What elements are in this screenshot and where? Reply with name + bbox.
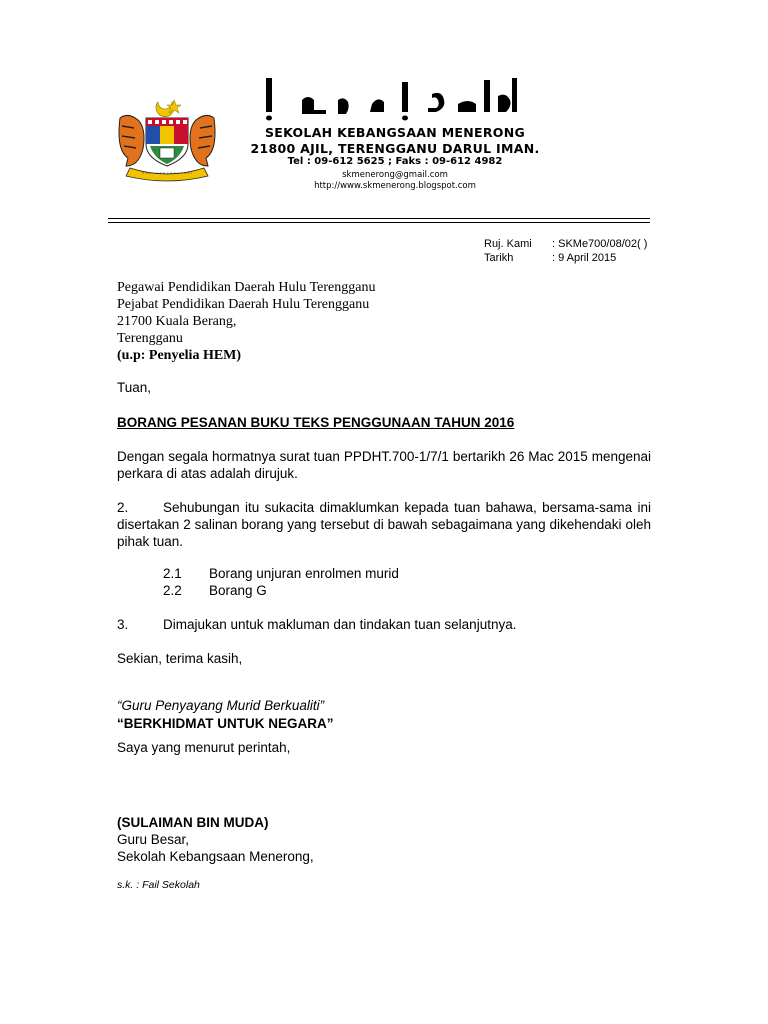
paragraph-2-number: 2. — [117, 500, 129, 515]
school-address: 21800 AJIL, TERENGGANU DARUL IMAN. — [250, 141, 540, 156]
recipient-attention: (u.p: Penyelia HEM) — [117, 348, 242, 363]
signer-name: (SULAIMAN BIN MUDA) — [117, 815, 269, 830]
date-value: : 9 April 2015 — [552, 252, 617, 264]
date-row — [484, 252, 616, 264]
list-item — [163, 566, 399, 581]
list-item — [163, 583, 267, 598]
school-website: http://www.skmenerong.blogspot.com — [314, 181, 476, 191]
recipient-line-2: Pejabat Pendidikan Daerah Hulu Terengganu — [117, 297, 370, 312]
recipient-line-1: Pegawai Pendidikan Daerah Hulu Terengganu — [117, 280, 376, 295]
salutation: Tuan, — [117, 380, 152, 395]
reference-row — [484, 238, 647, 250]
paragraph-2 — [117, 499, 651, 550]
paragraph-3-number: 3. — [117, 617, 129, 632]
list-item-text: Borang unjuran enrolmen murid — [209, 566, 399, 581]
date-label: Tarikh — [484, 252, 514, 264]
list-item-number: 2.2 — [163, 583, 182, 598]
paragraph-3-text: Dimajukan untuk makluman dan tindakan tuan selanjutnya. — [163, 617, 517, 632]
letterhead-divider-thick — [108, 218, 650, 219]
carbon-copy-note: s.k. : Fail Sekolah — [117, 879, 200, 891]
closing-regards: Sekian, terima kasih, — [117, 651, 243, 666]
reference-value: : SKMe700/08/02( ) — [552, 238, 648, 250]
recipient-line-4: Terengganu — [117, 331, 183, 346]
letter-subject: BORANG PESANAN BUKU TEKS PENGGUNAAN TAHUN 2016 — [117, 415, 515, 430]
signer-position: Guru Besar, — [117, 832, 190, 847]
school-email: skmenerong@gmail.com — [342, 170, 448, 180]
school-motto: “Guru Penyayang Murid Berkualiti” — [117, 698, 325, 713]
reference-label: Ruj. Kami — [484, 238, 532, 250]
jawi-script-logotype — [262, 74, 522, 124]
paragraph-2-text: Sehubungan itu sukacita dimaklumkan kepada tuan bahawa, bersama-sama ini disertakan 2 salinan borang yang tersebut di bawah sebagaimana yang dikehendaki oleh pihak tuan. — [117, 500, 651, 549]
list-item-text: Borang G — [209, 583, 267, 598]
recipient-line-3: 21700 Kuala Berang, — [117, 314, 237, 329]
national-slogan: “BERKHIDMAT UNTUK NEGARA” — [117, 716, 334, 731]
paragraph-3 — [117, 616, 651, 633]
list-item-number: 2.1 — [163, 566, 182, 581]
closing-obey: Saya yang menurut perintah, — [117, 740, 291, 755]
signer-organisation: Sekolah Kebangsaan Menerong, — [117, 849, 314, 864]
school-name: SEKOLAH KEBANGSAAN MENERONG — [264, 125, 526, 140]
school-contact: Tel : 09-612 5625 ; Faks : 09-612 4982 — [287, 156, 503, 167]
letterhead-divider-thin — [108, 222, 650, 223]
paragraph-1: Dengan segala hormatnya surat tuan PPDHT.700-1/7/1 bertarikh 26 Mac 2015 mengenai perkara di atas adalah dirujuk. — [117, 449, 651, 481]
